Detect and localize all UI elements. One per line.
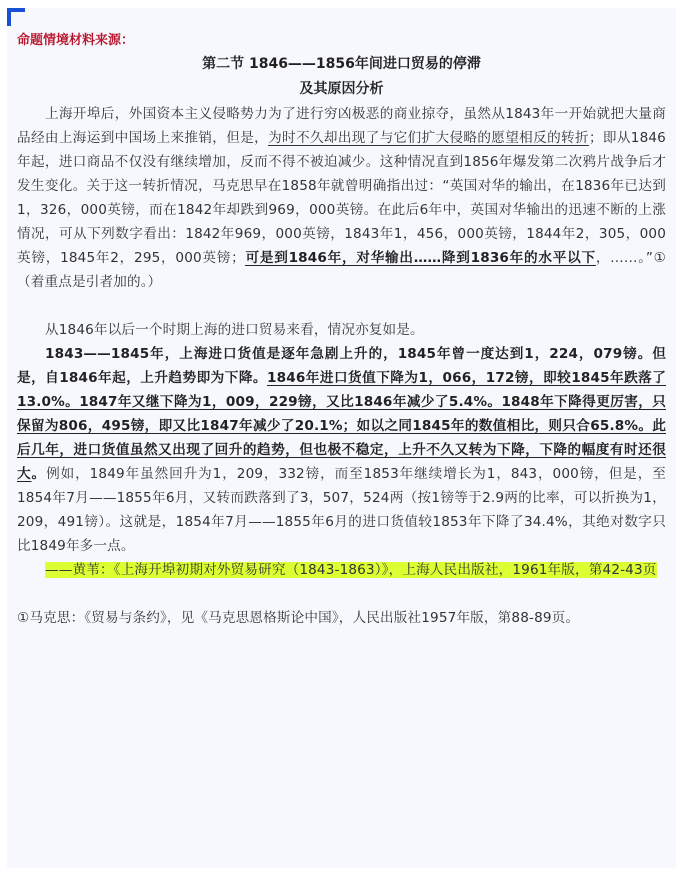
p1-text-3: ，……。”①（着重点是引者加的。）: [17, 250, 666, 290]
article-card: [7, 8, 676, 868]
section-title-line-1: 第二节 1846——1856年间进口贸易的停滞: [202, 56, 481, 72]
section-title-line-2: 及其原因分析: [299, 81, 384, 97]
citation-highlighted-text: ——黄苇：《上海开埠初期对外贸易研究（1843-1863）》，上海人民出版社，1961年版，第42-43页: [45, 562, 657, 578]
citation-paragraph: [17, 558, 666, 582]
footnote: ①马克思：《贸易与条约》，见《马克思恩格斯论中国》，人民出版社1957年版，第88-89页。: [17, 610, 580, 626]
paragraph-1: [17, 102, 666, 294]
corner-bracket-icon: [7, 8, 25, 26]
paragraph-3: [17, 342, 666, 558]
p1-emphasis-text: 可是到1846年，对华输出……降到1836年的水平以下: [244, 250, 596, 266]
blank-line: [17, 294, 666, 318]
paragraph-2: 从1846年以后一个时期上海的进口贸易来看，情况亦复如是。: [45, 322, 424, 338]
p3-bold-text: 1843——1845年，上海进口货值是逐年急剧上升的，1845年曾一度达到1，224，079镑。但是，自1846年起，上升趋势即为下降。: [17, 346, 666, 386]
blank-line-2: [17, 582, 666, 606]
p1-underlined-text-1: 为时不久却出现了与它们扩大侵略的愿望相反的转折: [268, 130, 589, 146]
p3-bold-underlined-text: 1846年进口货值下降为1，066，172镑，即较1845年跌落了13.0%。1847年又继下降为1，009，229镑，又比1846年减少了5.4%。1848年下降得更厉害，只保留为806，495镑，即又比1847年减少了20.1%；如以之同1845年的数值相比，则只合65.8%。此后几年，进口货值虽然又出现了回升的趋势，但也极不稳定，上升不久又转为下降，下降的幅度有时还很大: [17, 370, 667, 482]
p3-text: 例如，1849年虽然回升为1，209，332镑，而至1853年继续增长为1，843，000镑，但是，至1854年7月——1855年6月，又转而跌落到了3，507，524两（按1镑等于2.9两的比率，可以折换为1，209，491镑）。这就是，1854年7月——1855年6月的进口货值较1853年下降了34.4%，其绝对数字只比1849年多一点。: [17, 466, 667, 554]
p1-text-1: 上海开埠后，外国资本主义侵略势力为了进行穷凶极恶的商业掠夺，虽然从1843年一开始就把大量商品经由上海运到中国场上来推销，但是，: [17, 106, 666, 146]
p3-bold-period: 。: [31, 466, 47, 482]
source-label: 命题情境材料来源：: [17, 33, 135, 48]
p1-text-2: ；即从1846年起，进口商品不仅没有继续增加，反而不得不被迫减少。这种情况直到1856年爆发第二次鸦片战争后才发生变化。关于这一转折情况，马克思早在1858年就曾明确指出过：“英国对华的输出，在1836年已达到1，326，000英镑，而在1842年却跌到969，000英镑。在此后6年中，英国对华输出的迅速不断的上涨情况，可从下列数字看出：1842年969，000英镑，1843年1，456，000英镑，1844年2，305，000英镑，1845年2，295，000英镑；: [17, 130, 666, 266]
